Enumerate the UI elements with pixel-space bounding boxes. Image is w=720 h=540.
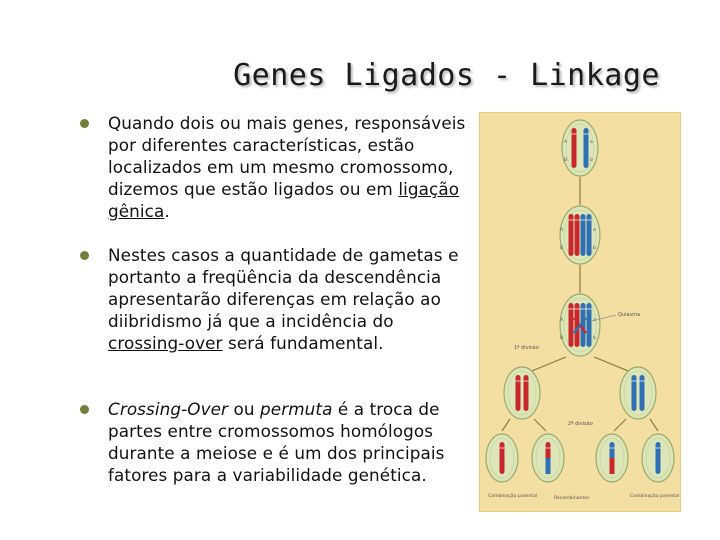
bullet-2-text-part1: Nestes casos a quantidade de gametas e portanto a freqüência da descendência apresentarão diferenças em relação ao diibridismo já que a incidência do <box>108 245 459 331</box>
allele-label: b <box>593 336 596 341</box>
ligacao-genica-term: ligação gênica <box>108 179 460 221</box>
bullet-2-text-part2: será fundamental. <box>222 333 384 353</box>
allele-label: B <box>560 336 564 341</box>
cell-5-chromosome-2 <box>640 375 645 411</box>
bullet-3-text-part2: é a troca de partes entre cromossomos homólogos durante a meiose e é um dos principais fatores para a variabilidade genética. <box>108 399 445 485</box>
parental-left-label: Combinação parental <box>488 494 538 499</box>
bullet-dot-icon <box>80 119 89 128</box>
crossing-over-term: crossing-over <box>108 333 223 353</box>
allele-label: a <box>593 228 596 233</box>
allele-label: B <box>560 246 564 251</box>
recombinant-segment <box>546 458 551 474</box>
cell-3-chromosome-1 <box>569 303 574 347</box>
cell-2 <box>560 206 600 264</box>
bullet-1-text-part2: . <box>164 201 170 221</box>
allele-label: a <box>590 140 593 145</box>
cells-group <box>486 120 674 482</box>
allele-label: B <box>564 158 568 163</box>
bullet-3-text-part1: ou <box>228 399 261 419</box>
allele-label: A <box>560 318 564 323</box>
bullet-text-2 <box>108 244 472 354</box>
arrow-6 <box>534 419 546 431</box>
arrow-7 <box>614 419 626 431</box>
bullet-1-text-part1: Quando dois ou mais genes, responsáveis por diferentes características, estão localizados em um mesmo cromossomo, dizemos que estão ligados ou em <box>108 113 466 199</box>
gamete-1-chromosome-1 <box>500 442 505 474</box>
cell-4-chromosome-1 <box>516 375 521 411</box>
permuta-italic-term: permuta <box>260 399 333 419</box>
cell-5-chromosome-1 <box>632 375 637 411</box>
bullet-item-1 <box>72 112 472 244</box>
bullet-dot-icon <box>80 405 89 414</box>
bullet-item-3 <box>72 398 472 486</box>
bullet-list <box>72 112 472 486</box>
arrow-8 <box>650 419 658 431</box>
allele-label: A <box>564 140 568 145</box>
bullet-text-3 <box>108 398 472 486</box>
recombinant-segment <box>610 458 615 474</box>
bullet-text-1 <box>108 112 472 222</box>
gamete-4-chromosome-1 <box>656 442 661 474</box>
slide-title: Genes Ligados - Linkage <box>233 58 660 93</box>
bullet-dot-icon <box>80 251 89 260</box>
second-division-label: 2ª divisão <box>568 421 593 427</box>
recombinants-label: Recombinantes <box>554 496 590 501</box>
cell-4 <box>504 367 540 419</box>
bullet-item-2 <box>72 244 472 398</box>
cell-5 <box>620 367 656 419</box>
cell-4-chromosome-2 <box>524 375 529 411</box>
quiasma-label: Quiasma <box>618 312 641 318</box>
arrow-5 <box>502 419 510 431</box>
crossing-over-diagram <box>479 112 681 512</box>
parental-right-label: Combinação parental <box>630 494 680 499</box>
cell-3-chromosome-4 <box>587 303 592 347</box>
first-division-label: 1ª divisão <box>514 345 539 351</box>
meiosis-illustration <box>480 113 680 511</box>
cell-1 <box>562 120 598 176</box>
allele-label: A <box>560 228 564 233</box>
crossing-over-italic-term: Crossing-Over <box>108 399 229 419</box>
allele-label: b <box>593 246 596 251</box>
allele-label: b <box>590 158 593 163</box>
